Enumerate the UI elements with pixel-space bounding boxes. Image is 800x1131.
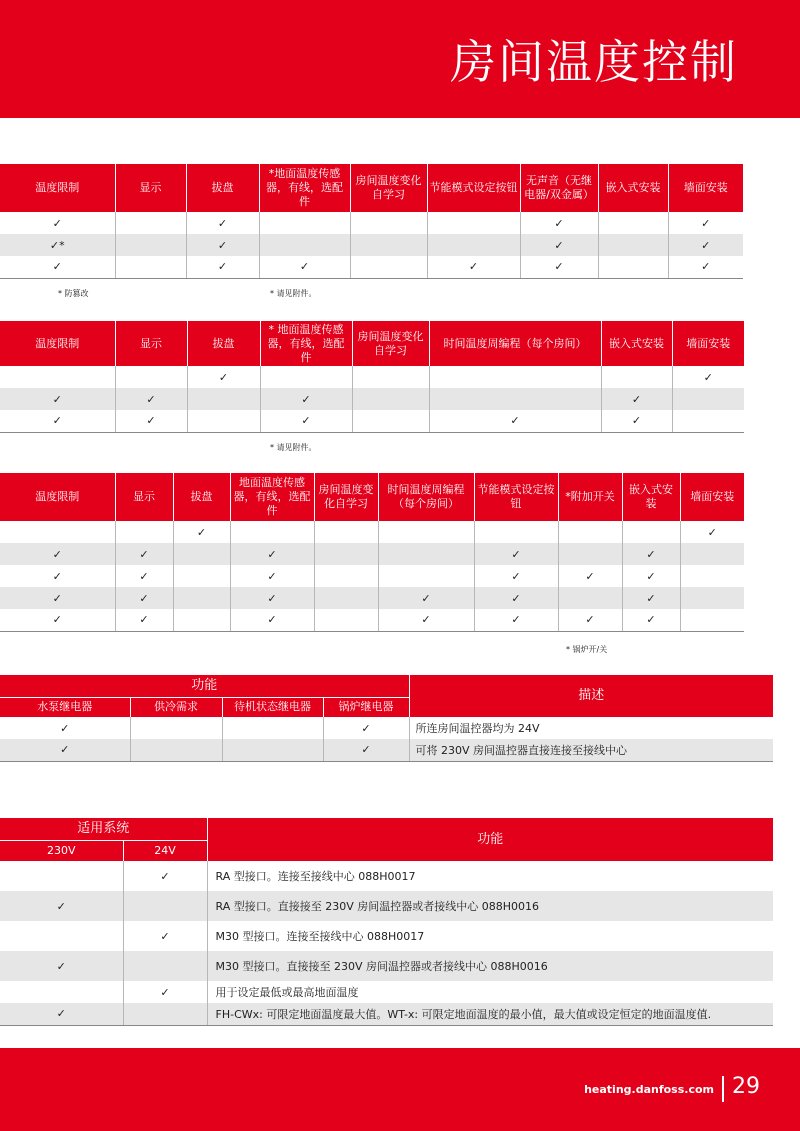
table-cell: ✓ — [474, 587, 558, 609]
header-cell: 时间温度周编程（每个房间） — [378, 473, 474, 521]
table-cell: ✓ — [173, 521, 230, 543]
table-cell — [680, 587, 744, 609]
table-row — [0, 981, 773, 1003]
table-cell — [378, 521, 474, 543]
table-cell — [130, 717, 222, 739]
table-cell — [314, 565, 378, 587]
table-cell — [672, 410, 744, 432]
table-cell: ✓ — [0, 1003, 123, 1025]
footnote: * 请见附件。 — [270, 443, 317, 452]
description-header: 描述 — [409, 675, 773, 717]
table-cell: ✓ — [429, 410, 601, 432]
table-row — [0, 891, 773, 921]
table-cell: ✓ — [0, 609, 115, 631]
table-cell — [598, 212, 668, 234]
header-cell: 锅炉继电器 — [323, 697, 409, 717]
table-row — [0, 951, 773, 981]
table-cell — [314, 609, 378, 631]
header-cell: 节能模式设定按钮 — [474, 473, 558, 521]
table-row — [0, 587, 744, 609]
table-cell: ✓ — [672, 366, 744, 388]
table-cell: ✓ — [668, 256, 743, 278]
table-cell — [429, 366, 601, 388]
table-cell: ✓ — [123, 921, 207, 951]
table-cell — [115, 521, 173, 543]
function-cell: 用于设定最低或最高地面温度 — [207, 981, 773, 1003]
group-header: 适用系统 — [0, 818, 207, 840]
table-cell — [314, 543, 378, 565]
table-cell: ✓ — [520, 212, 598, 234]
table-cell: ✓ — [115, 565, 173, 587]
header-cell: 230V — [0, 840, 123, 861]
table-cell — [187, 410, 260, 432]
table-cell — [123, 891, 207, 921]
table-cell: ✓ — [0, 256, 115, 278]
table-cell: ✓ — [0, 739, 130, 761]
header-cell: 水泵继电器 — [0, 697, 130, 717]
header-cell: 墙面安装 — [668, 164, 743, 212]
table-cell: ✓ — [520, 256, 598, 278]
header-cell: * 地面温度传感器，有线，选配件 — [260, 321, 352, 366]
table-cell: ✓ — [259, 256, 350, 278]
table-cell — [115, 234, 186, 256]
header-cell: *附加开关 — [558, 473, 622, 521]
table-row — [0, 609, 744, 631]
table-cell — [622, 521, 680, 543]
table-cell — [352, 410, 429, 432]
table-cell: ✓ — [260, 410, 352, 432]
header-cell: 房间温度变化自学习 — [352, 321, 429, 366]
table-cell — [350, 256, 427, 278]
header-cell: 嵌入式安装 — [601, 321, 672, 366]
table-cell: ✓ — [230, 587, 314, 609]
spec-table-3 — [0, 473, 744, 632]
table-row — [0, 234, 743, 256]
table-cell: ✓ — [123, 861, 207, 891]
header-cell: 地面温度传感器，有线，选配件 — [230, 473, 314, 521]
table-cell: ✓ — [427, 256, 520, 278]
table-cell — [187, 388, 260, 410]
header-cell: 拔盘 — [187, 321, 260, 366]
table-cell — [115, 256, 186, 278]
table-cell: ✓ — [558, 565, 622, 587]
table-cell: ✓ — [378, 587, 474, 609]
table-cell: ✓* — [0, 234, 115, 256]
table-cell — [0, 366, 115, 388]
table-cell: ✓ — [680, 521, 744, 543]
table-cell — [558, 587, 622, 609]
table-cell: ✓ — [187, 366, 260, 388]
spec-table-2 — [0, 321, 744, 433]
header-cell: 温度限制 — [0, 164, 115, 212]
table-cell — [598, 234, 668, 256]
table-cell — [680, 565, 744, 587]
table-cell — [173, 565, 230, 587]
table-cell — [558, 521, 622, 543]
table-cell — [672, 388, 744, 410]
header-cell: 24V — [123, 840, 207, 861]
footnote: * 请见附件。 — [270, 289, 317, 298]
system-table — [0, 818, 773, 1026]
table-cell — [123, 951, 207, 981]
footer-url[interactable]: heating.danfoss.com — [584, 1083, 714, 1096]
table-row — [0, 388, 744, 410]
table-cell — [123, 1003, 207, 1025]
table-row — [0, 521, 744, 543]
table-cell — [601, 366, 672, 388]
table-cell: ✓ — [323, 717, 409, 739]
table-cell: ✓ — [115, 388, 187, 410]
table-cell: ✓ — [115, 587, 173, 609]
table-cell: ✓ — [520, 234, 598, 256]
function-cell: M30 型接口。直接接至 230V 房间温控器或者接线中心 088H0016 — [207, 951, 773, 981]
table-cell: ✓ — [378, 609, 474, 631]
header-cell: 拔盘 — [173, 473, 230, 521]
table-cell: ✓ — [558, 609, 622, 631]
footnote: * 锅炉开/关 — [566, 645, 608, 654]
table-cell — [173, 609, 230, 631]
table-cell — [115, 366, 187, 388]
table-cell: ✓ — [186, 256, 259, 278]
table-cell: ✓ — [230, 543, 314, 565]
table-cell: ✓ — [668, 212, 743, 234]
table-cell — [314, 587, 378, 609]
header-cell: 温度限制 — [0, 473, 115, 521]
header-cell: 显示 — [115, 164, 186, 212]
table-row — [0, 739, 773, 761]
table-cell: ✓ — [323, 739, 409, 761]
table-cell: ✓ — [123, 981, 207, 1003]
group-header: 功能 — [0, 675, 409, 697]
table-cell: ✓ — [622, 565, 680, 587]
footer-divider — [722, 1076, 724, 1102]
header-cell: 待机状态继电器 — [222, 697, 323, 717]
function-header: 功能 — [207, 818, 773, 861]
table-cell — [173, 543, 230, 565]
table-cell — [0, 861, 123, 891]
table-cell — [352, 366, 429, 388]
table-cell: ✓ — [115, 543, 173, 565]
table-cell — [427, 234, 520, 256]
table-cell — [0, 521, 115, 543]
table-cell — [378, 543, 474, 565]
table-cell: ✓ — [0, 891, 123, 921]
table-cell: ✓ — [474, 565, 558, 587]
table-cell: ✓ — [474, 543, 558, 565]
function-cell: M30 型接口。连接至接线中心 088H0017 — [207, 921, 773, 951]
table-cell — [350, 212, 427, 234]
table-cell: ✓ — [230, 609, 314, 631]
table-cell — [222, 717, 323, 739]
function-table — [0, 675, 773, 762]
table-cell: ✓ — [622, 543, 680, 565]
table-cell — [130, 739, 222, 761]
table-row — [0, 410, 744, 432]
table-row — [0, 366, 744, 388]
table-cell: ✓ — [622, 609, 680, 631]
table-cell — [680, 609, 744, 631]
function-cell: RA 型接口。连接至接线中心 088H0017 — [207, 861, 773, 891]
function-cell: RA 型接口。直接接至 230V 房间温控器或者接线中心 088H0016 — [207, 891, 773, 921]
table-cell: ✓ — [622, 587, 680, 609]
table-cell — [427, 212, 520, 234]
table-cell: ✓ — [0, 587, 115, 609]
table-cell — [598, 256, 668, 278]
table-cell — [259, 234, 350, 256]
table-cell — [230, 521, 314, 543]
table-cell: ✓ — [474, 609, 558, 631]
table-row — [0, 717, 773, 739]
table-cell: ✓ — [115, 609, 173, 631]
header-cell: 无声音（无继电器/双金属） — [520, 164, 598, 212]
table-cell — [260, 366, 352, 388]
table-cell — [350, 234, 427, 256]
table-cell: ✓ — [230, 565, 314, 587]
header-cell: 墙面安装 — [680, 473, 744, 521]
table-cell: ✓ — [60, 721, 70, 735]
header-cell: 房间温度变化自学习 — [350, 164, 427, 212]
table-row — [0, 1003, 773, 1025]
table-cell — [378, 565, 474, 587]
table-cell — [0, 921, 123, 951]
table-cell: ✓ — [52, 216, 62, 230]
table-cell — [222, 739, 323, 761]
header-cell: 嵌入式安装 — [622, 473, 680, 521]
table-row — [0, 212, 743, 234]
header-cell: 时间温度周编程（每个房间） — [429, 321, 601, 366]
table-cell: ✓ — [601, 410, 672, 432]
table-cell — [259, 212, 350, 234]
table-cell: ✓ — [115, 410, 187, 432]
table-cell — [314, 521, 378, 543]
table-cell — [429, 388, 601, 410]
spec-table-1 — [0, 164, 743, 279]
page-number: 29 — [732, 1074, 760, 1099]
header-cell: 温度限制 — [0, 321, 115, 366]
description-cell: 所连房间温控器均为 24V — [409, 717, 773, 739]
table-cell: ✓ — [0, 410, 115, 432]
description-cell: 可将 230V 房间温控器直接连接至接线中心 — [409, 739, 773, 761]
header-cell: 房间温度变化自学习 — [314, 473, 378, 521]
table-cell — [173, 587, 230, 609]
header-cell: 拔盘 — [186, 164, 259, 212]
table-cell — [474, 521, 558, 543]
table-row — [0, 565, 744, 587]
table-row — [0, 921, 773, 951]
footnote: * 防篡改 — [58, 289, 89, 298]
header-cell: 供冷需求 — [130, 697, 222, 717]
header-cell: *地面温度传感器，有线，选配件 — [259, 164, 350, 212]
page-title: 房间温度控制 — [450, 35, 738, 89]
table-row — [0, 543, 744, 565]
table-cell: ✓ — [0, 951, 123, 981]
table-cell: ✓ — [52, 569, 62, 583]
header-cell: 显示 — [115, 321, 187, 366]
function-cell: FH-CWx: 可限定地面温度最大值。WT-x: 可限定地面温度的最小值，最大值或设定恒定的地面温度值. — [207, 1003, 773, 1025]
table-cell: ✓ — [186, 212, 259, 234]
table-cell: ✓ — [668, 234, 743, 256]
header-cell: 嵌入式安装 — [598, 164, 668, 212]
table-cell — [680, 543, 744, 565]
table-cell — [558, 543, 622, 565]
table-cell — [0, 981, 123, 1003]
table-cell — [115, 212, 186, 234]
table-cell: ✓ — [260, 388, 352, 410]
table-cell: ✓ — [186, 234, 259, 256]
header-cell: 墙面安装 — [672, 321, 744, 366]
table-cell: ✓ — [0, 543, 115, 565]
table-row — [0, 861, 773, 891]
header-cell: 节能模式设定按钮 — [427, 164, 520, 212]
table-cell: ✓ — [0, 388, 115, 410]
table-row — [0, 256, 743, 278]
table-cell: ✓ — [601, 388, 672, 410]
table-cell — [352, 388, 429, 410]
header-cell: 显示 — [115, 473, 173, 521]
